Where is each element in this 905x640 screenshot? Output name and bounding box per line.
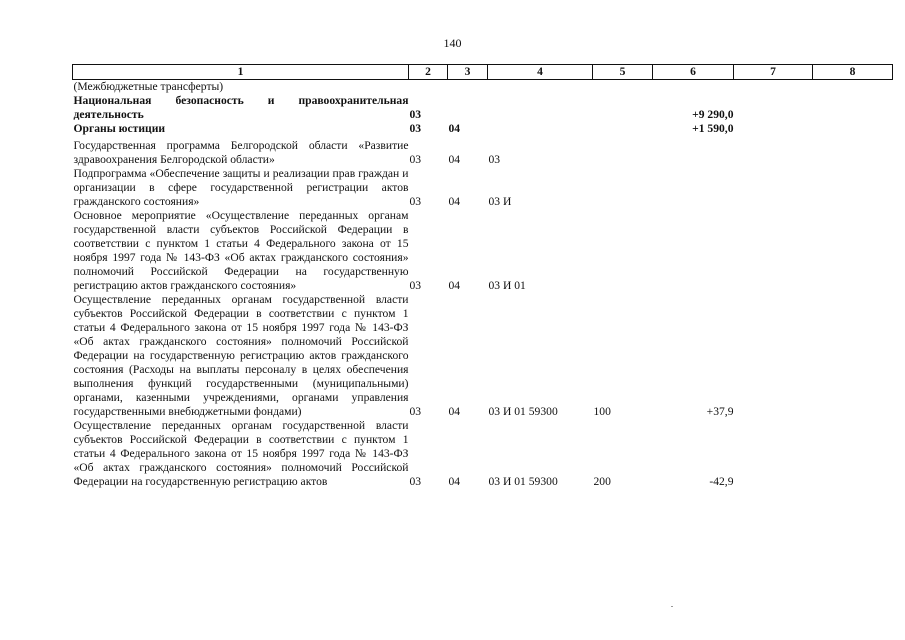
target-article-code: 03 И 01 59300 [488,405,558,418]
row-description: (Межбюджетные трансферты) [73,80,224,93]
column-7-cell [734,80,813,95]
row-description: Осуществление переданных органам государственной власти субъектов Российской Федерации в соответствии с пунктом 1 статьи 4 Федерального закона от 15 ноября 1997 года № 143-ФЗ «Об актах гражданского состояния» полномочий Российской Федерации на государственную регистрацию актов [73,419,409,488]
column-8-cell [813,209,893,293]
section-code: 03 [409,195,422,208]
section-code [409,80,448,95]
subsection-code: 04 [448,475,461,488]
column-8-cell [813,136,893,167]
target-article-code: 03 И 01 [488,279,526,292]
section-code: 03 [409,108,422,121]
amount-value [653,209,734,293]
target-article-code [488,94,593,122]
row-description: Подпрограмма «Обеспечение защиты и реализации прав граждан и организации в сфере государственной регистрации актов гражданского состояния» [73,167,409,208]
amount-value: +37,9 [706,405,734,418]
subsection-code: 04 [448,279,461,292]
section-code: 03 [409,122,422,135]
row-description: Национальная безопасность и правоохранительная деятельность [73,94,409,121]
section-code: 03 [409,405,422,418]
row-description: Осуществление переданных органам государственной власти субъектов Российской Федерации в соответствии с пунктом 1 статьи 4 Федерального закона от 15 ноября 1997 года № 143-ФЗ «Об актах гражданского состояния» полномочий Российской Федерации на государственную регистрацию актов гражданского состояния (Расходы на выплаты персоналу в целях обеспечения выполнения функций государственными (муниципальными) органами, казенными учреждениями, органами управления государственными внебюджетными фондами) [73,293,409,418]
amount-value: +1 590,0 [692,122,734,135]
expense-type-code [593,122,653,136]
table-row [73,136,893,167]
column-8-cell [813,167,893,209]
row-description: Государственная программа Белгородской области «Развитие здравоохранения Белгородской области» [73,139,409,166]
column-7-cell [734,94,813,122]
row-description: Основное мероприятие «Осуществление переданных органам государственной власти субъектов Российской Федерации в соответствии с пунктом 1 статьи 4 Федерального закона от 15 ноября 1997 года № 143-ФЗ «Об актах гражданского состояния» полномочий Российской Федерации на государственную регистрацию актов гражданского состояния» [73,209,409,292]
amount-value [653,136,734,167]
row-description: Органы юстиции [73,122,166,135]
column-7-cell [734,419,813,489]
column-7-cell [734,167,813,209]
page-number: 140 [443,36,462,50]
table-row [73,209,893,293]
column-header-2: 2 [409,65,448,80]
column-7-cell [734,209,813,293]
column-8-cell [813,419,893,489]
table-row [73,80,893,95]
amount-value: -42,9 [709,475,734,488]
amount-value: +9 290,0 [692,108,734,121]
expense-type-code: 100 [593,405,611,418]
column-header-3: 3 [448,65,488,80]
table-row [73,94,893,122]
expense-type-code [593,136,653,167]
subsection-code: 04 [448,195,461,208]
subsection-code [448,80,488,95]
column-header-1: 1 [73,65,409,80]
target-article-code [488,122,593,136]
column-header-8: 8 [813,65,893,80]
subsection-code: 04 [448,153,461,166]
budget-table [72,64,893,489]
subsection-code: 04 [448,122,461,135]
column-8-cell [813,94,893,122]
table-row [73,167,893,209]
column-8-cell [813,122,893,136]
section-code: 03 [409,279,422,292]
column-header-7: 7 [734,65,813,80]
subsection-code [448,94,488,122]
table-row [73,122,893,136]
column-7-cell [734,293,813,419]
target-article-code: 03 И 01 59300 [488,475,558,488]
column-8-cell [813,80,893,95]
section-code: 03 [409,153,422,166]
subsection-code: 04 [448,405,461,418]
expense-type-code [593,167,653,209]
target-article-code [488,80,593,95]
scan-speck [671,606,673,607]
expense-type-code: 200 [593,475,611,488]
amount-value [653,80,734,95]
expense-type-code [593,80,653,95]
expense-type-code [593,209,653,293]
column-8-cell [813,293,893,419]
target-article-code: 03 И [488,195,512,208]
table-row [73,293,893,419]
column-header-4: 4 [488,65,593,80]
target-article-code: 03 [488,153,501,166]
column-header-6: 6 [653,65,734,80]
column-7-cell [734,122,813,136]
table-row [73,419,893,489]
section-code: 03 [409,475,422,488]
expense-type-code [593,94,653,122]
table-header-row [73,65,893,80]
amount-value [653,167,734,209]
column-7-cell [734,136,813,167]
column-header-5: 5 [593,65,653,80]
